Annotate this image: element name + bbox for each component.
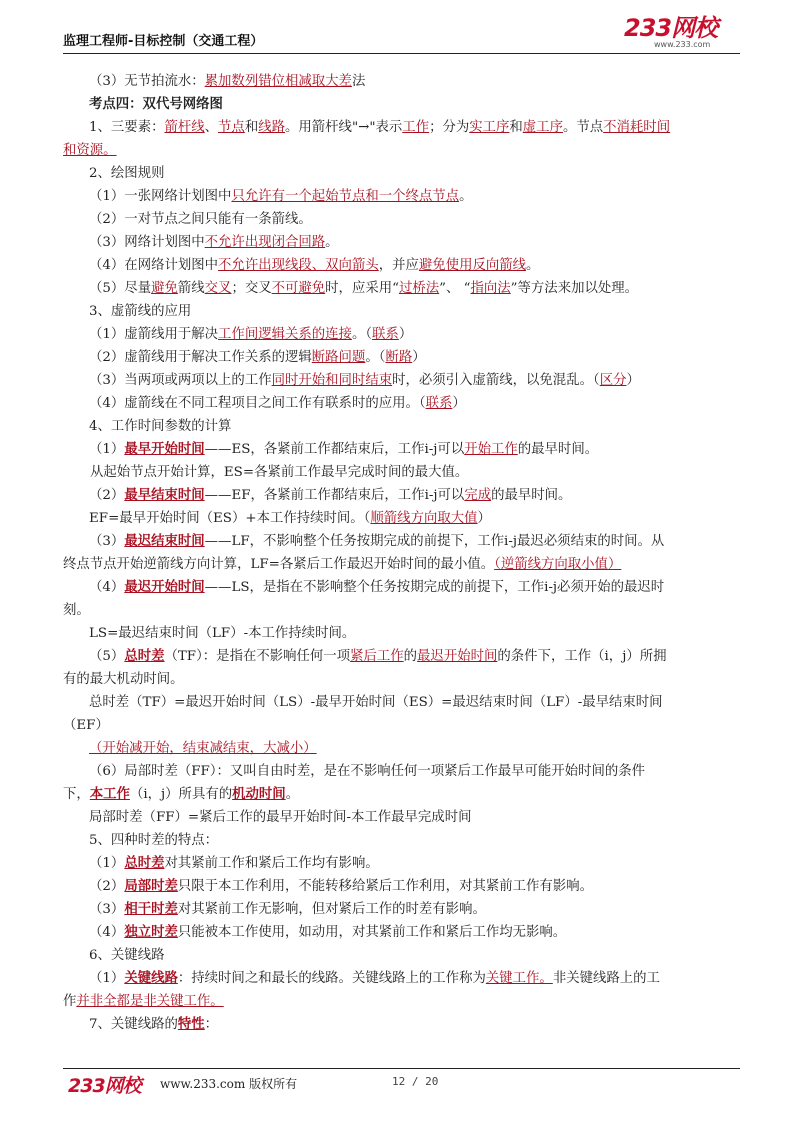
text-segment: 的条件下，工作（i，j）所拥: [497, 649, 667, 664]
text-segment: 有的最大机动时间。: [63, 672, 184, 687]
text-segment: 只能被本工作使用，如动用，对其紧前工作和紧后工作均无影响。: [177, 925, 567, 940]
text-segment: （2）: [89, 488, 125, 503]
text-line: [63, 461, 743, 484]
highlighted-text: 总时差: [124, 648, 165, 664]
text-line: [63, 415, 743, 438]
text-segment: 。（: [351, 327, 373, 342]
text-line: [63, 967, 743, 990]
highlighted-text: 累加数列错位相减取大差: [204, 74, 352, 89]
text-segment: （i，j）所具有的: [129, 787, 233, 802]
text-line: [63, 70, 743, 93]
text-line: [63, 507, 743, 530]
text-line: [63, 254, 743, 277]
highlighted-text: 不允许出现线段、双向箭头: [218, 258, 379, 273]
highlighted-text: 相干时差: [124, 901, 178, 917]
highlighted-text: 紧后工作: [350, 649, 404, 664]
highlighted-text: 机动时间: [232, 786, 286, 802]
text-segment: （5）尽量: [89, 281, 152, 296]
highlighted-text: （逆箭线方向取小值）: [494, 557, 622, 572]
highlighted-text: 本工作: [89, 786, 130, 802]
text-segment: （2）: [89, 879, 125, 894]
text-segment: （2）一对节点之间只能有一条箭线。: [89, 212, 312, 227]
text-segment: （3）: [89, 902, 125, 917]
text-segment: 下，: [63, 787, 90, 802]
text-line: [63, 553, 743, 576]
text-segment: ；分为: [429, 120, 470, 135]
highlighted-text: 避免使用反向箭线: [418, 258, 527, 273]
text-segment: ）: [412, 350, 426, 365]
header-divider: [63, 53, 740, 54]
text-line: [63, 852, 743, 875]
text-segment: 6、关键线路: [89, 948, 165, 963]
highlighted-text: 考点四：双代号网络图: [89, 96, 223, 112]
text-line: [63, 760, 743, 783]
text-line: [63, 622, 743, 645]
text-line: [63, 185, 743, 208]
text-line: [63, 162, 743, 185]
highlighted-text: 最早结束时间: [124, 487, 205, 503]
text-segment: 1、三要素：: [89, 120, 165, 135]
text-segment: 非关键线路上的工: [552, 971, 660, 986]
text-segment: 箭线: [177, 281, 205, 296]
text-segment: 7、关键线路的: [89, 1017, 178, 1032]
text-line: [63, 93, 743, 116]
text-segment: 刻。: [63, 603, 90, 618]
text-segment: （4）在网络计划图中: [89, 258, 219, 273]
text-segment: （1）: [89, 971, 125, 986]
highlighted-text: 开始工作: [464, 442, 518, 457]
page-number: 12 / 20: [392, 1075, 439, 1088]
text-segment: ”、 “: [439, 281, 471, 296]
text-segment: ）: [398, 327, 413, 342]
highlighted-text: 工作: [402, 120, 430, 135]
highlighted-text: 关键线路: [124, 970, 178, 986]
text-line: [63, 898, 743, 921]
text-segment: 3、虚箭线的应用: [89, 304, 192, 319]
text-segment: 。: [526, 258, 540, 273]
text-segment: （1）虚箭线用于解决: [89, 327, 219, 342]
highlighted-text: 不可避免: [271, 281, 326, 296]
text-segment: 时，应采用“: [325, 281, 399, 296]
text-segment: ）: [452, 396, 466, 411]
text-line: [63, 139, 743, 162]
text-line: [63, 392, 743, 415]
text-segment: 总时差（TF）=最迟开始时间（LS）-最早开始时间（ES）=最迟结束时间（LF）-最早结束时间: [89, 695, 663, 710]
text-segment: ：持续时间之和最长的线路。关键线路上的工作称为: [177, 971, 486, 986]
text-segment: （1）一张网络计划图中: [89, 189, 232, 204]
text-line: [63, 231, 743, 254]
highlighted-text: （开始减开始，结束减结束，大减小）: [89, 741, 317, 756]
text-segment: 时，必须引入虚箭线，以免混乱。（: [392, 373, 600, 388]
highlighted-text: 交叉: [204, 281, 232, 296]
highlighted-text: 顺箭线方向取大值: [370, 511, 478, 526]
text-line: [63, 645, 743, 668]
text-line: [63, 737, 743, 760]
text-segment: 2、绘图规则: [89, 166, 165, 181]
text-line: [63, 829, 743, 852]
highlighted-text: 最迟开始时间: [124, 579, 205, 595]
highlighted-text: 不允许出现闭合回路: [204, 235, 326, 250]
footer-copyright: www.233.com 版权所有: [160, 1077, 298, 1091]
text-line: [63, 714, 743, 737]
text-segment: （5）: [89, 649, 125, 664]
highlighted-text: 完成: [464, 488, 492, 503]
text-segment: ——ES，各紧前工作都结束后，工作i-j可以: [204, 442, 465, 457]
text-segment: 、: [204, 120, 219, 135]
highlighted-text: 最早开始时间: [124, 441, 205, 457]
highlighted-text: 并非全都是非关键工作。: [76, 994, 224, 1009]
text-segment: （EF）: [63, 718, 109, 733]
text-segment: 只限于本工作利用，不能转移给紧后工作利用，对其紧前工作有影响。: [177, 879, 593, 894]
highlighted-text: 工作间逻辑关系的连接: [218, 327, 352, 342]
text-line: [63, 921, 743, 944]
highlighted-text: 断路: [385, 350, 413, 365]
highlighted-text: 和资源。: [63, 143, 117, 158]
highlighted-text: 只允许有一个起始节点和一个终点节点: [231, 189, 460, 204]
text-line: [63, 576, 743, 599]
text-segment: 。: [285, 787, 300, 802]
text-segment: ：: [204, 1017, 219, 1032]
text-line: [63, 944, 743, 967]
text-segment: 作: [63, 994, 77, 1009]
text-segment: （6）局部时差（FF）：又叫自由时差，是在不影响任何一项紧后工作最早可能开始时间的条件: [89, 764, 646, 779]
text-segment: （3）网络计划图中: [89, 235, 205, 250]
document-header-title: 监理工程师-目标控制（交通工程）: [63, 34, 264, 49]
text-line: [63, 277, 743, 300]
text-segment: ）: [626, 373, 640, 388]
text-segment: ——LS，是指在不影响整个任务按期完成的前提下，工作i-j必须开始的最迟时: [204, 580, 665, 595]
highlighted-text: 过桥法: [398, 281, 440, 296]
highlighted-text: 独立时差: [124, 924, 178, 940]
text-line: [63, 484, 743, 507]
highlighted-text: 避免: [151, 281, 178, 296]
footer-logo: 233网校: [68, 1075, 141, 1097]
text-segment: 从起始节点开始计算，ES=各紧前工作最早完成时间的最大值。: [90, 465, 469, 480]
text-line: [63, 691, 743, 714]
highlighted-text: 指向法: [470, 281, 511, 296]
brand-logo-url: www.233.com: [654, 40, 711, 49]
text-segment: ——LF，不影响整个任务按期完成的前提下，工作i-j最迟必须结束的时间。从: [204, 534, 665, 549]
text-segment: 。用箭杆线"→"表示: [285, 120, 403, 135]
text-segment: EF=最早开始时间（ES）+本工作持续时间。（: [89, 511, 371, 526]
text-line: [63, 369, 743, 392]
text-segment: 终点节点开始逆箭线方向计算，LF=各紧后工作最迟开始时间的最小值。: [63, 557, 495, 572]
text-segment: 法: [351, 74, 366, 89]
highlighted-text: 特性: [177, 1016, 205, 1032]
text-segment: （TF）：是指在不影响任何一项: [164, 649, 351, 664]
highlighted-text: 最迟结束时间: [124, 533, 205, 549]
text-segment: （3）: [89, 534, 125, 549]
highlighted-text: 关键工作。: [485, 971, 553, 986]
text-line: [63, 116, 743, 139]
footer-divider: [63, 1068, 740, 1069]
text-segment: 的最早时间。: [517, 442, 599, 457]
text-segment: 。（: [365, 350, 386, 365]
brand-logo[interactable]: [624, 16, 740, 52]
highlighted-text: 断路问题: [311, 350, 366, 365]
text-segment: ，并应: [378, 258, 419, 273]
text-segment: 和: [244, 120, 259, 135]
text-line: [63, 208, 743, 231]
text-segment: 局部时差（FF）=紧后工作的最早开始时间-本工作最早完成时间: [89, 810, 472, 825]
text-segment: 的: [403, 649, 418, 664]
text-segment: ；交叉: [231, 281, 272, 296]
text-line: [63, 806, 743, 829]
text-line: [63, 530, 743, 553]
highlighted-text: 同时开始和同时结束: [271, 373, 393, 388]
text-segment: （4）: [89, 580, 125, 595]
text-segment: （4）虚箭线在不同工程项目之间工作有联系时的应用。（: [89, 396, 426, 411]
text-line: [63, 323, 743, 346]
text-line: [63, 875, 743, 898]
text-line: [63, 783, 743, 806]
text-line: [63, 599, 743, 622]
text-segment: 4、工作时间参数的计算: [89, 419, 232, 434]
highlighted-text: 虚工序: [522, 120, 563, 135]
text-line: [63, 346, 743, 369]
highlighted-text: 联系: [372, 327, 399, 342]
highlighted-text: 总时差: [124, 855, 165, 871]
highlighted-text: 节点: [218, 120, 245, 135]
highlighted-text: 实工序: [469, 120, 510, 135]
highlighted-text: 联系: [425, 396, 453, 411]
text-segment: （1）: [89, 442, 125, 457]
text-segment: （3）无节拍流水：: [89, 74, 205, 89]
text-segment: （1）: [89, 856, 125, 871]
text-segment: 对其紧前工作无影响，但对紧后工作的时差有影响。: [177, 902, 486, 917]
document-body: [63, 70, 743, 1036]
text-segment: ）: [477, 511, 491, 526]
text-line: [63, 1013, 743, 1036]
text-segment: LS=最迟结束时间（LF）-本工作持续时间。: [89, 626, 356, 641]
text-segment: 对其紧前工作和紧后工作均有影响。: [164, 856, 379, 871]
highlighted-text: 箭杆线: [164, 120, 205, 135]
text-segment: 。: [325, 235, 339, 250]
text-line: [63, 990, 743, 1013]
highlighted-text: 线路: [258, 120, 285, 135]
text-segment: （3）当两项或两项以上的工作: [89, 373, 272, 388]
highlighted-text: 最迟开始时间: [417, 649, 498, 664]
text-segment: 的最早时间。: [491, 488, 572, 503]
text-line: [63, 438, 743, 461]
text-segment: 和: [509, 120, 523, 135]
text-segment: ——EF，各紧前工作都结束后，工作i-j可以: [204, 488, 465, 503]
text-line: [63, 668, 743, 691]
highlighted-text: 不消耗时间: [603, 120, 671, 135]
text-segment: 5、四种时差的特点：: [89, 833, 219, 848]
text-segment: （4）: [89, 925, 125, 940]
text-segment: 。节点: [562, 120, 604, 135]
highlighted-text: 区分: [599, 373, 627, 388]
text-segment: （2）虚箭线用于解决工作关系的逻辑: [89, 350, 312, 365]
text-segment: ”等方法来加以处理。: [510, 281, 639, 296]
text-line: [63, 300, 743, 323]
brand-logo-text: 233网校: [624, 14, 718, 42]
highlighted-text: 局部时差: [124, 878, 178, 894]
text-segment: 。: [459, 189, 473, 204]
